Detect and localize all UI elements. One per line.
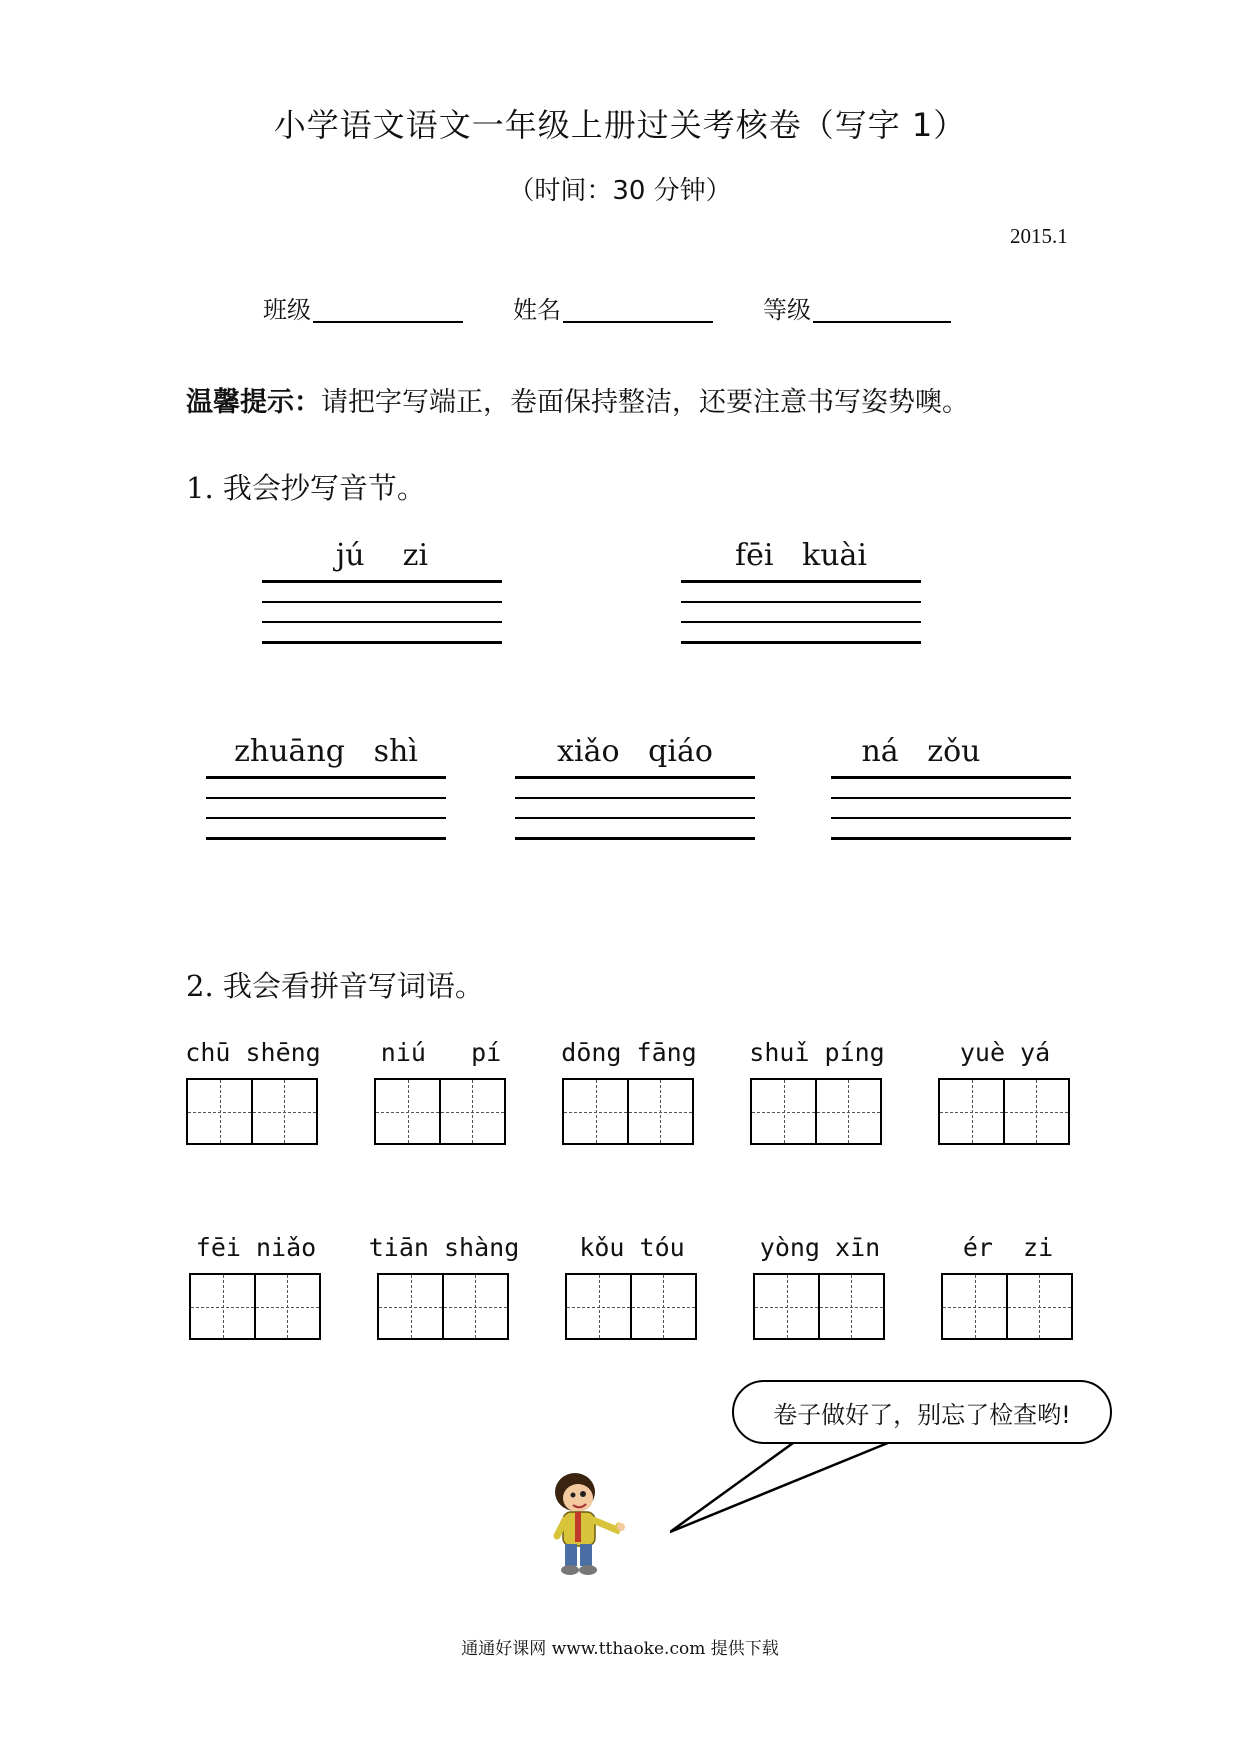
tianzige-box[interactable] — [1008, 1273, 1073, 1340]
tianzige-box[interactable] — [256, 1273, 321, 1340]
tianzige-box[interactable] — [562, 1078, 629, 1145]
pinyin-prompt: yòng xīn — [759, 1233, 881, 1262]
tianzige-box[interactable] — [941, 1273, 1008, 1340]
speech-bubble-tail — [670, 1436, 910, 1536]
pinyin-word: jú zi — [335, 538, 429, 573]
tianzige-box[interactable] — [374, 1078, 441, 1145]
tianzige-box[interactable] — [377, 1273, 444, 1340]
tianzige-box[interactable] — [750, 1078, 817, 1145]
pinyin-prompt: fēi niǎo — [195, 1233, 317, 1262]
reminder-label: 温馨提示： — [186, 387, 321, 418]
tianzige-box[interactable] — [753, 1273, 820, 1340]
class-blank[interactable] — [313, 321, 463, 323]
pinyin-word: fēi kuài — [734, 538, 868, 573]
pinyin-prompt: yuè yá — [959, 1038, 1051, 1067]
speech-bubble — [732, 1380, 1112, 1444]
pinyin-prompt: chū shēng — [185, 1038, 321, 1067]
pinyin-prompt: tiān shàng — [368, 1233, 520, 1262]
pinyin-prompt: ér zi — [962, 1233, 1054, 1262]
name-blank[interactable] — [563, 321, 713, 323]
tianzige-box[interactable] — [253, 1078, 318, 1145]
name-label: 姓名 — [513, 296, 561, 324]
pinyin-prompt: dōng fāng — [561, 1038, 697, 1067]
grade-field[interactable] — [763, 290, 951, 325]
exam-date: 2015.1 — [1010, 224, 1068, 248]
name-field[interactable] — [513, 290, 713, 325]
tianzige-box[interactable] — [817, 1078, 882, 1145]
tianzige-box[interactable] — [189, 1273, 256, 1340]
time-limit: （时间：30 分钟） — [508, 176, 732, 206]
pinyin-prompt: kǒu tóu — [579, 1233, 685, 1262]
tianzige-box[interactable] — [629, 1078, 694, 1145]
tianzige-box[interactable] — [565, 1273, 632, 1340]
pinyin-word: zhuāng shì — [234, 734, 418, 769]
tianzige-box[interactable] — [938, 1078, 1005, 1145]
grade-blank[interactable] — [813, 321, 951, 323]
page-title: 小学语文语文一年级上册过关考核卷（写字 1） — [273, 106, 967, 144]
tianzige-box[interactable] — [820, 1273, 885, 1340]
cartoon-boy-icon — [545, 1470, 635, 1580]
tianzige-box[interactable] — [444, 1273, 509, 1340]
speech-bubble-text: 卷子做好了，别忘了检查哟! — [773, 1400, 1071, 1429]
section-2-heading: 2. 我会看拼音写词语。 — [186, 969, 484, 1003]
class-label: 班级 — [263, 296, 311, 324]
tianzige-box[interactable] — [441, 1078, 506, 1145]
reminder-text: 请把字写端正，卷面保持整洁，还要注意书写姿势噢。 — [321, 387, 969, 418]
pinyin-prompt: niú pí — [380, 1038, 502, 1067]
pinyin-word: ná zǒu — [861, 734, 981, 769]
pinyin-prompt: shuǐ píng — [749, 1038, 885, 1067]
tianzige-box[interactable] — [186, 1078, 253, 1145]
section-1-heading: 1. 我会抄写音节。 — [186, 471, 426, 505]
footer-credit: 通通好课网 www.tthaoke.com 提供下载 — [461, 1639, 779, 1659]
tianzige-box[interactable] — [632, 1273, 697, 1340]
grade-label: 等级 — [763, 296, 811, 324]
reminder — [186, 380, 969, 419]
pinyin-word: xiǎo qiáo — [557, 734, 713, 769]
tianzige-box[interactable] — [1005, 1078, 1070, 1145]
class-field[interactable] — [263, 290, 463, 325]
